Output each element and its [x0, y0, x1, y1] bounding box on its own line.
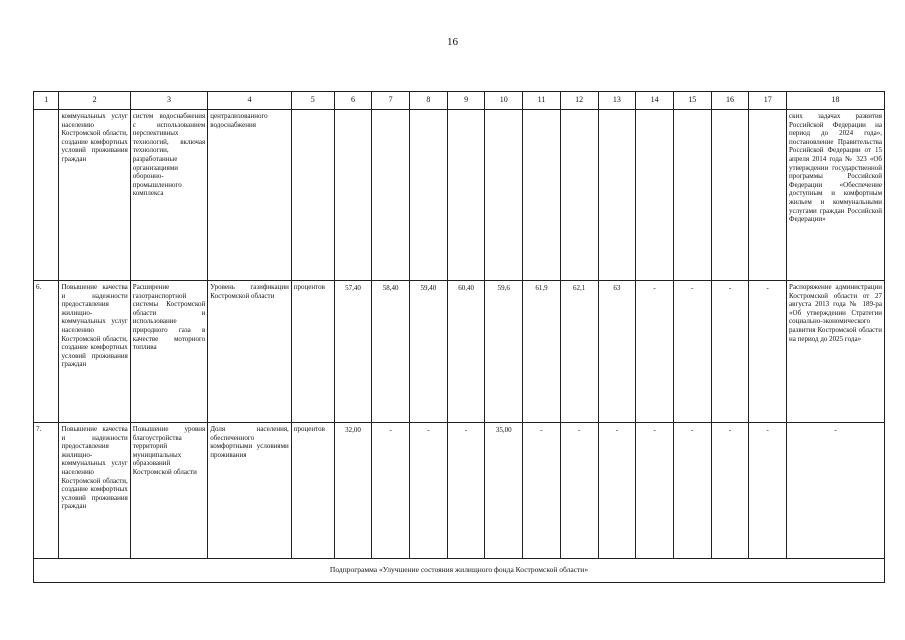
goal-cell: Повышение качества и надежности предоставления жилищно-коммунальных услуг населению Костромской области, создание комфортных условий проживания граждан [59, 423, 130, 559]
unit-cell: процентов [291, 423, 334, 559]
indicator-cell: централизованного водоснабжения [208, 110, 292, 281]
page-number: 16 [447, 36, 458, 48]
header-cell: 8 [410, 92, 448, 110]
row-number: 6. [34, 281, 59, 423]
header-cell: 9 [447, 92, 485, 110]
value-cell: - [673, 423, 711, 559]
header-cell: 12 [560, 92, 598, 110]
value-cell [334, 110, 372, 281]
value-cell [598, 110, 636, 281]
header-cell: 17 [749, 92, 787, 110]
table-header-row [34, 92, 885, 110]
table-row [34, 423, 885, 559]
value-cell [749, 110, 787, 281]
header-cell: 13 [598, 92, 636, 110]
value-cell: - [673, 281, 711, 423]
value-cell [447, 110, 485, 281]
indicator-cell: Уровень газификации Костромской области [208, 281, 292, 423]
value-cell [485, 110, 523, 281]
value-cell: - [711, 423, 749, 559]
row-number: 7. [34, 423, 59, 559]
subprogram-title: Подпрограмма «Улучшение состояния жилищного фонда Костромской области» [34, 559, 885, 583]
table-row [34, 110, 885, 281]
value-cell [523, 110, 561, 281]
header-cell: 5 [291, 92, 334, 110]
value-cell: - [749, 281, 787, 423]
header-cell: 7 [372, 92, 410, 110]
value-cell: - [598, 423, 636, 559]
value-cell: 32,00 [334, 423, 372, 559]
value-cell: 58,40 [372, 281, 410, 423]
goal-cell: Повышение качества и надежности предоставления жилищно-коммунальных услуг населению Костромской области, создание комфортных условий проживания граждан [59, 281, 130, 423]
basis-document-cell: Распоряжение администрации Костромской области от 27 августа 2013 года № 189-ра «Об утверждении Стратегии социально-экономического развития Костромской области на период до 2025 года» [787, 281, 885, 423]
header-cell: 10 [485, 92, 523, 110]
task-cell: Повышение уровня благоустройства территорий муниципальных образований Костромской области [130, 423, 207, 559]
task-cell: Расширение газотранспортной системы Костромской области и использование природного газа в качестве моторного топлива [130, 281, 207, 423]
basis-document-cell: - [787, 423, 885, 559]
header-cell: 11 [523, 92, 561, 110]
header-cell: 1 [34, 92, 59, 110]
row-number [34, 110, 59, 281]
value-cell [560, 110, 598, 281]
value-cell [711, 110, 749, 281]
basis-document-cell: ских задачах развития Российской Федерации на период до 2024 года», постановление Правительства Российской Федерации от 15 апреля 2014 года № 323 «Об утверждении государственной программы Российской Федерации «Обеспечение доступным и комфортным жильем и коммунальными услугами граждан Российской Федерации» [787, 110, 885, 281]
value-cell: - [711, 281, 749, 423]
value-cell: - [560, 423, 598, 559]
unit-cell [291, 110, 334, 281]
value-cell [372, 110, 410, 281]
goal-cell: коммунальных услуг населению Костромской области, создание комфортных условий проживания граждан [59, 110, 130, 281]
subprogram-row [34, 559, 885, 583]
unit-cell: процентов [291, 281, 334, 423]
header-cell: 15 [673, 92, 711, 110]
indicator-cell: Доля населения, обеспеченного комфортными условиями проживания [208, 423, 292, 559]
value-cell: 61,9 [523, 281, 561, 423]
value-cell [673, 110, 711, 281]
value-cell: 60,40 [447, 281, 485, 423]
table-row [34, 281, 885, 423]
value-cell: - [447, 423, 485, 559]
value-cell: - [636, 281, 674, 423]
value-cell: 35,00 [485, 423, 523, 559]
value-cell: 59,40 [410, 281, 448, 423]
value-cell: - [410, 423, 448, 559]
task-cell: систем водоснабжения с использованием перспективных технологий, включая технологии, разработанные организациями оборонно-промышленного комплекса [130, 110, 207, 281]
value-cell: - [523, 423, 561, 559]
value-cell: 62,1 [560, 281, 598, 423]
value-cell: 57,40 [334, 281, 372, 423]
value-cell: - [749, 423, 787, 559]
indicators-table [33, 91, 885, 583]
value-cell: - [636, 423, 674, 559]
header-cell: 4 [208, 92, 292, 110]
value-cell: - [372, 423, 410, 559]
header-cell: 14 [636, 92, 674, 110]
header-cell: 2 [59, 92, 130, 110]
value-cell [410, 110, 448, 281]
value-cell: 63 [598, 281, 636, 423]
header-cell: 3 [130, 92, 207, 110]
value-cell: 59,6 [485, 281, 523, 423]
header-cell: 16 [711, 92, 749, 110]
header-cell: 6 [334, 92, 372, 110]
value-cell [636, 110, 674, 281]
header-cell: 18 [787, 92, 885, 110]
